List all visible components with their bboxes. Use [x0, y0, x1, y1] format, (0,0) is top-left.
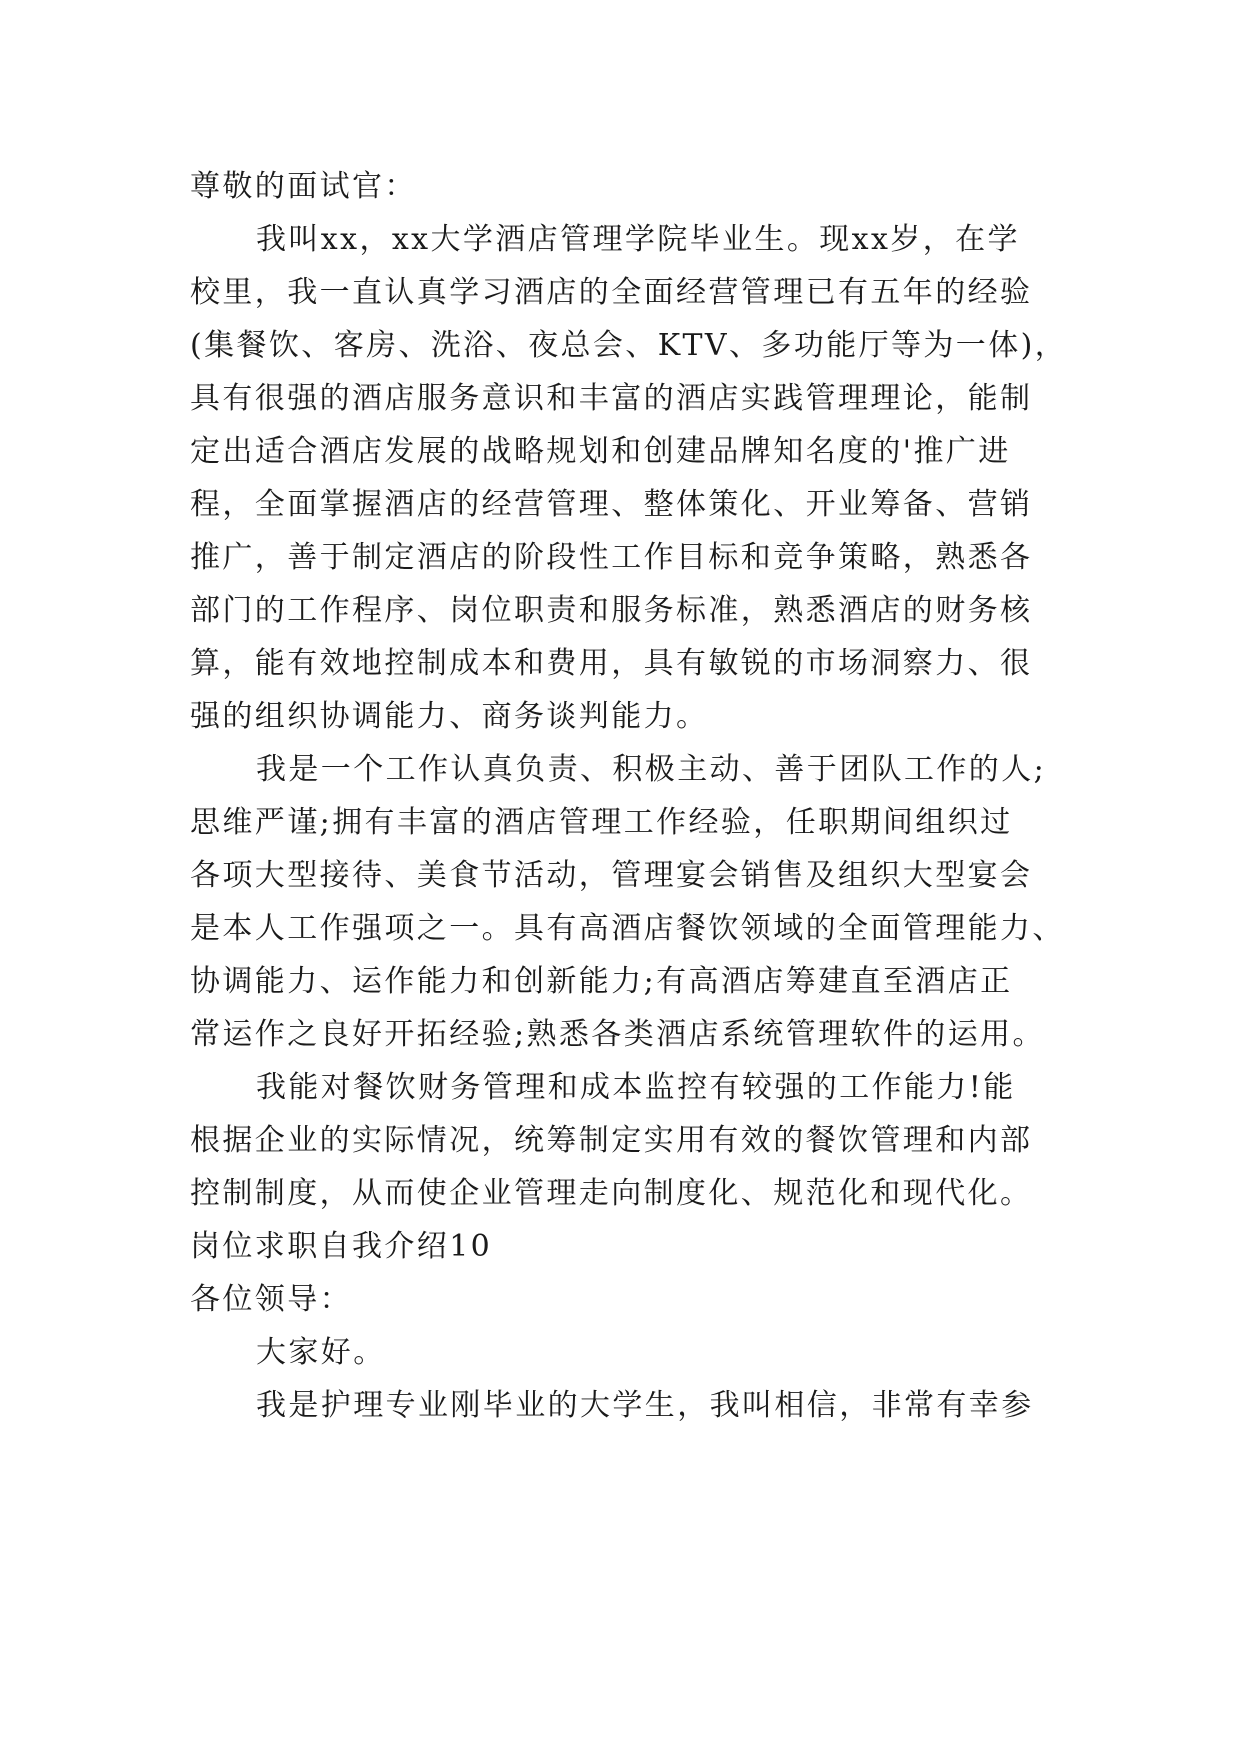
text-line: 我能对餐饮财务管理和成本监控有较强的工作能力!能	[256, 1070, 1016, 1105]
text-line: 推广，善于制定酒店的阶段性工作目标和竞争策略，熟悉各	[190, 540, 1033, 575]
text-line: 我是护理专业刚毕业的大学生，我叫相信，非常有幸参	[256, 1388, 1034, 1423]
text-line: 思维严谨;拥有丰富的酒店管理工作经验，任职期间组织过	[190, 805, 1013, 840]
text-line: 我是一个工作认真负责、积极主动、善于团队工作的人;	[256, 752, 1047, 787]
text-line: 校里，我一直认真学习酒店的全面经营管理已有五年的经验	[190, 275, 1033, 310]
greeting: 大家好。	[256, 1335, 386, 1370]
text-line: 强的组织协调能力、商务谈判能力。	[190, 699, 709, 734]
text-line: 常运作之良好开拓经验;熟悉各类酒店系统管理软件的运用。	[190, 1017, 1045, 1052]
text-line: 部门的工作程序、岗位职责和服务标准，熟悉酒店的财务核	[190, 593, 1033, 628]
salutation: 各位领导：	[190, 1282, 352, 1317]
text-line: 尊敬的面试官：	[190, 169, 417, 204]
text-line: 定出适合酒店发展的战略规划和创建品牌知名度的'推广进	[190, 434, 1011, 469]
text-line: 我叫xx，xx大学酒店管理学院毕业生。现xx岁，在学	[256, 222, 1020, 257]
text-line: 是本人工作强项之一。具有高酒店餐饮领域的全面管理能力、	[190, 911, 1065, 946]
text-line: 各项大型接待、美食节活动，管理宴会销售及组织大型宴会	[190, 858, 1033, 893]
text-line: 具有很强的酒店服务意识和丰富的酒店实践管理理论，能制	[190, 381, 1033, 416]
text-line: 根据企业的实际情况，统筹制定实用有效的餐饮管理和内部	[190, 1123, 1033, 1158]
text-line: 算，能有效地控制成本和费用，具有敏锐的市场洞察力、很	[190, 646, 1033, 681]
text-line: 协调能力、运作能力和创新能力;有高酒店筹建直至酒店正	[190, 964, 1013, 999]
text-line: 控制制度，从而使企业管理走向制度化、规范化和现代化。	[190, 1176, 1033, 1211]
section-heading: 岗位求职自我介绍10	[190, 1229, 493, 1264]
text-line: (集餐饮、客房、洗浴、夜总会、KTV、多功能厅等为一体)，	[190, 328, 1068, 363]
text-line: 程，全面掌握酒店的经营管理、整体策化、开业筹备、营销	[190, 487, 1033, 522]
document-body	[190, 160, 1068, 1432]
